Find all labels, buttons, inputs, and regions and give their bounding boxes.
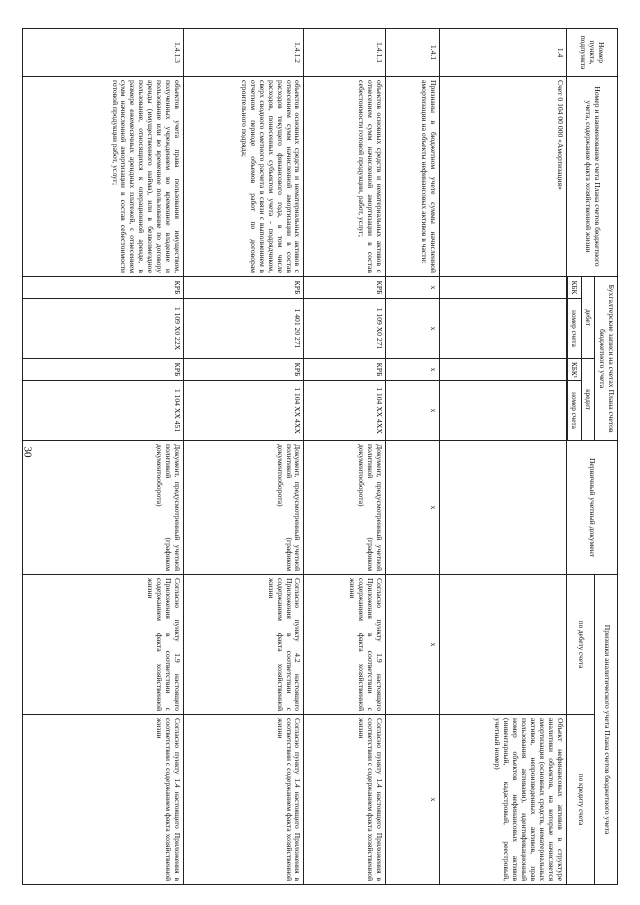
row-number: 1.4.1.3 [23,29,184,77]
row-number: 1.4.1 [386,29,440,77]
header-debit: дебет [581,277,594,359]
cell-analytics-credit: Согласно пункту 1.4 настоящего Приложения в соответствии с содержанием факта хозяйственной жизни [23,715,184,885]
cell-kbk-credit: х [386,359,440,381]
cell-kbk-debit: х [386,277,440,299]
cell-analytics-credit: Объект нефинансовых активов в структуре аналитики объектов, на которые начисляется амортизация (основных средств, нематериальных активов, непроизведенных активов, прав пользования активами), идентификационный номер объектов нефинансовых активов (инвентарный, кадастровый, реестровый, учетный номер) [439,715,566,885]
row-description: Счет 0 104 00 000 «Амортизация» [439,77,566,277]
cell-primary-doc: Документ, предусмотренный учетной политикой (графиком документооборота) [304,441,386,575]
header-account-credit: номер счета [567,381,581,441]
cell-primary-doc: Документ, предусмотренный учетной политикой (графиком документооборота) [184,441,304,575]
header-primary-doc: Первичный учетный документ [566,441,617,575]
cell-primary-doc: Документ, предусмотренный учетной политикой (графиком документооборота) [23,441,184,575]
cell-kbk-debit: КРБ [23,277,184,299]
cell-kbk-debit [439,277,566,299]
table-row [304,29,386,885]
header-kbk-debit: КБК [567,277,581,299]
cell-analytics-credit: Согласно пункту 1.4 настоящего Приложения в соответствии с содержанием факта хозяйственной жизни [184,715,304,885]
row-number: 1.4 [439,29,566,77]
row-description: объектов основных средств и нематериальных активов с отнесением сумм начисленной амортизации в состав расходов текущего финансового года, в том числе расходов, понесенных субъектом учета - подрядчиком, сверх сводного сметного расчета в связи с выполнением в отчетном периоде объемов работ по договорам строительного подряда; [184,77,304,277]
cell-account-credit: 1 104 XX 4XX [304,381,386,441]
header-kbk-credit: КБК¹ [567,359,581,381]
table-row [23,29,184,885]
header-description: Номер и наименование счета Плана счетов бюджетного учета, содержание факта хозяйственной жизни [566,77,617,277]
cell-analytics-debit: х [386,575,440,715]
cell-analytics-debit: Согласно пункту 1.9 настоящего Приложения в соответствии с содержанием факта хозяйственной жизни [23,575,184,715]
cell-primary-doc: х [386,441,440,575]
header-number: Номер пункта, подпункта [566,29,617,77]
cell-kbk-credit [439,359,566,381]
table-header [566,29,617,885]
rotated-page [22,28,618,884]
page-number: 30 [21,446,34,458]
cell-primary-doc [439,441,566,575]
row-number: 1.4.1.2 [184,29,304,77]
cell-account-debit: 1 401 20 271 [184,299,304,359]
header-analytics-credit: по кредиту счета [566,715,594,885]
cell-analytics-debit: Согласно пункту 1.9 настоящего Приложения в соответствии с содержанием факта хозяйственной жизни [304,575,386,715]
cell-analytics-credit: Согласно пункту 1.4 настоящего Приложения в соответствии с содержанием факта хозяйственной жизни [304,715,386,885]
row-description: объектов учета права пользования имуществом, полученных учреждением во временное владение и пользование или во временное пользование по договору аренды (имущественного найма), или в безвозмездное пользование, относящихся к операционной аренде, в размере ежемесячных арендных платежей, с отнесением сумм начисленной амортизации в состав себестоимости готовой продукции работ, услуг; [23,77,184,277]
cell-account-credit [439,381,566,441]
cell-kbk-debit: КРБ [184,277,304,299]
header-credit: кредит [581,359,594,441]
row-description: объектов основных средств и нематериальных активов с отнесением сумм начисленной амортизации в состав себестоимости готовой продукции, работ, услуг; [304,77,386,277]
cell-analytics-credit: х [386,715,440,885]
cell-kbk-credit: КРБ [23,359,184,381]
cell-account-debit: х [386,299,440,359]
cell-account-credit: 1 104 XX 451 [23,381,184,441]
cell-account-credit: х [386,381,440,441]
table-row [184,29,304,885]
row-description: Признаны в бюджетном учете суммы начисленной амортизации на объекты нефинансовых активов в части: [386,77,440,277]
accounting-table [22,28,618,885]
cell-analytics-debit [439,575,566,715]
cell-account-debit: 1 109 X0 271 [304,299,386,359]
header-analytics-debit: по дебету счета [566,575,594,715]
cell-kbk-credit: КРБ [184,359,304,381]
cell-kbk-credit: КРБ [304,359,386,381]
cell-account-debit: 1 109 X0 22X [23,299,184,359]
table-row [386,29,440,885]
cell-analytics-debit: Согласно пункту 4.2 настоящего Приложения в соответствии с содержанием факта хозяйственной жизни [184,575,304,715]
row-number: 1.4.1.1 [304,29,386,77]
cell-account-debit [439,299,566,359]
cell-account-credit: 1 104 XX 4XX [184,381,304,441]
header-analytics: Признаки аналитического учета Плана счетов бюджетного учета [595,575,618,885]
header-entries: Бухгалтерские записи на счетах Плана счетов бюджетного учета [595,277,618,441]
header-account-debit: номер счета [567,299,581,359]
table-row [439,29,566,885]
cell-kbk-debit: КРБ [304,277,386,299]
